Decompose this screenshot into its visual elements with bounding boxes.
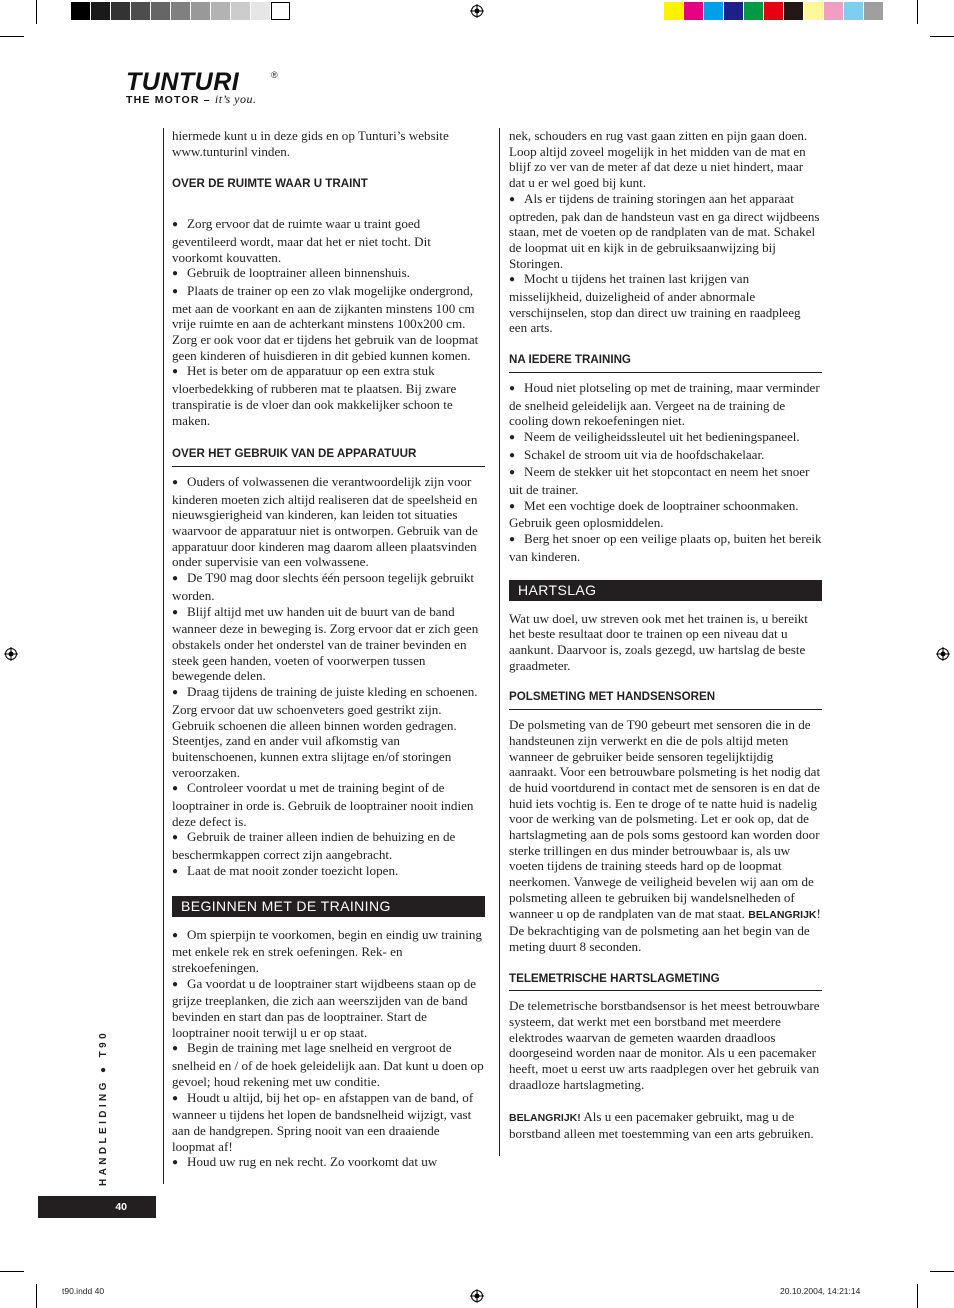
list-item: ● Mocht u tijdens het trainen last krijgen van misselijkheid, duizeligheid of ander abnormale verschijnselen, stop dan direct uw training en raadpleeg een arts. [509,271,822,336]
color-swatch [211,2,230,20]
bullet-list [172,216,485,428]
crop-mark [917,0,918,24]
brand-logo: TUNTURI [126,68,240,96]
color-swatch [704,2,723,20]
section-heading: OVER HET GEBRUIK VAN DE APPARATUUR [172,446,485,467]
important-label: BELANGRIJK! [509,1111,581,1124]
section-bar-heading: HARTSLAG [509,580,822,601]
brand-tagline [126,92,257,107]
page-number: 40 [38,1196,156,1218]
crop-mark [0,36,24,37]
list-item: ● Begin de training met lage snelheid en vergroot de snelheid en / of de hoek geleidelijk aan. Dat kunt u doen op gevoel; houd rekening met uw conditie. [172,1040,485,1089]
registration-mark-icon [470,1289,484,1303]
color-swatch [71,2,90,20]
side-label: HANDLEIDING ● T90 [98,1029,109,1186]
list-item: ● Gebruik de looptrainer alleen binnenshuis. [172,265,485,283]
list-item: ● Met een vochtige doek de looptrainer schoonmaken. Gebruik geen oplosmiddelen. [509,498,822,531]
color-swatch [171,2,190,20]
color-swatch [191,2,210,20]
crop-mark [930,36,954,37]
list-item: ● Berg het snoer op een veilige plaats op, buiten het bereik van kinderen. [509,531,822,564]
list-item: ● Ga voordat u de looptrainer start wijdbeens staan op de grijze treeplanken, die zich aan weerszijden van de band bevinden en start dan pas de looptrainer. Start de looptrainer nooit terwijl u er op staat. [172,976,485,1041]
footer-date: 20.10.2004, 14:21:14 [780,1286,861,1296]
list-item: ● Zorg ervoor dat de ruimte waar u traint goed geventileerd wordt, maar dat het er niet tocht. Dit voorkomt kouvatten. [172,216,485,265]
list-item: ● Laat de mat nooit zonder toezicht lopen. [172,863,485,881]
list-item: ● Plaats de trainer op een zo vlak mogelijke ondergrond, met aan de voorkant en aan de zijkanten minstens 100 cm vrije ruimte en aan de achterkant minstens 100x200 cm. Zorg er ook voor dat er tijdens het gebruik van de loopmat geen kinderen of huisdieren in dit gebied kunnen komen. [172,283,485,364]
paragraph: De telemetrische borstbandsensor is het meest betrouwbare systeem, dat werkt met een borstband met meerdere elektrodes waarvan de gemeten waarden draadloos doorgeseind worden naar de monitor. Als u een pacemaker heeft, moet u eerst uw arts raadplegen over het gebruik van draadloze hartslagmeting. [509,998,820,1092]
crop-mark [930,1271,954,1272]
paragraph-text: Als u een pacemaker gebruikt, mag u de borstband alleen met toestemming van een arts gebruiken. [509,1108,814,1142]
crop-mark [917,1284,918,1308]
section-heading: NA IEDERE TRAINING [509,352,822,373]
color-swatch [131,2,150,20]
crop-mark [0,1271,24,1272]
bullet-list [509,380,822,565]
left-column [172,128,485,1172]
intro-paragraph: hiermede kunt u in deze gids en op Tunturi’s website www.tunturinl vinden. [172,128,449,159]
color-swatch [664,2,683,20]
color-swatch [724,2,743,20]
right-column [509,128,822,1142]
list-item: ● Ouders of volwassenen die verantwoordelijk zijn voor kinderen moeten zich altijd realiseren dat de speelsheid en nieuwsgierigheid van kinderen, kan leiden tot situaties waarvoor de apparatuur niet is ontworpen. Gebruik van de apparatuur door kinderen mag daarom alleen plaatsvinden onder supervisie van een volwassene. [172,474,485,570]
list-item: ● Als er tijdens de training storingen aan het apparaat optreden, pak dan de handsteun vast en ga direct wijdbeens staan, met de voeten op de randplaten van de mat. Schakel de loopmat uit en kijk in de gebruiksaanwijzing bij Storingen. [509,191,822,272]
color-swatch [231,2,250,20]
list-item: ● Neem de stekker uit het stopcontact en neem het snoer uit de trainer. [509,464,822,497]
list-item: ● Gebruik de trainer alleen indien de behuizing en de beschermkappen correct zijn aangebracht. [172,829,485,862]
list-item: ● Blijf altijd met uw handen uit de buurt van de band wanneer deze in beweging is. Zorg ervoor dat er zich geen obstakels onder het onderstel van de trainer bevinden en steek geen handen, voeten of voorwerpen tussen bewegende delen. [172,604,485,685]
bullet-list [172,474,485,881]
list-item: ● Houdt u altijd, bij het op- en afstappen van de band, of wanneer u tijdens het lopen de bandsnelheid wijzigt, vast aan de handgrepen. Spring nooit van een draaiende loopmat af! [172,1090,485,1155]
crop-mark [36,0,37,24]
color-swatch [271,2,290,20]
list-item: ● Schakel de stroom uit via de hoofdschakelaar. [509,447,822,465]
color-swatch [684,2,703,20]
tagline-italic: it’s you. [214,92,257,106]
color-swatch [91,2,110,20]
crop-mark [36,1284,37,1308]
paragraph-text: ! De bekrachtiging van de polsmeting aan het begin van de meting duurt 8 seconden. [509,905,821,954]
list-item: ● Neem de veiligheidssleutel uit het bedieningspaneel. [509,429,822,447]
paragraph [509,717,822,955]
continued-paragraph: nek, schouders en rug vast gaan zitten en pijn gaan doen. Loop altijd zoveel mogelijk in het midden van de mat en blijf zo ver van de meter af dat deze u niet hindert, maar dat u er wel goed bij kunt. [509,128,808,191]
paragraph: Wat uw doel, uw streven ook met het trainen is, u bereikt het beste resultaat door te trainen op een niveau dat u aankunt. Daarvoor is, zoals gezegd, uw hartslag de beste graadmeter. [509,610,808,673]
list-item: ● Houd niet plotseling op met de training, maar verminder de snelheid geleidelijk aan. Vergeet na de training de cooling down rekoefeningen niet. [509,380,822,429]
color-swatch [764,2,783,20]
color-swatch [251,2,270,20]
color-swatch [804,2,823,20]
list-item: ● Om spierpijn te voorkomen, begin en eindig uw training met enkele rek en strek oefeningen. Rek- en strekoefeningen. [172,927,485,976]
color-swatch [744,2,763,20]
list-item: ● Het is beter om de apparatuur op een extra stuk vloerbedekking of rubberen mat te plaatsen. Bij zware transpiratie is de vloer dan ook makkelijker schoon te maken. [172,363,485,428]
registered-mark: ® [271,70,278,80]
left-column-rule [163,128,164,1184]
paragraph [509,1109,822,1142]
registration-mark-icon [4,647,18,661]
paragraph-text: De polsmeting van de T90 gebeurt met sensoren die in de handsteunen zijn verwerkt en die de pols altijd meten wanneer de gebruiker beide sensoren tegelijktijdig aanraakt. Voor een betrouwbare polsmeting is het nodig dat de huid voortdurend in contact met de sensoren is en dat de huid iets vochtig is. Een te droge of te natte huid is nadelig voor de werking van de polsmeting. Let er ook op, dat de hartslagmeting aan de pols soms gestoord kan worden door sterke trillingen en dus minder betrouwbaar is, als uw voeten tijdens de training steeds hard op de loopmat neerkomen. Vanwege de veiligheid bevelen wij aan om de polsmeting alleen te gebruiken bij wandelsnelheden of wanneer u op de randplaten van de mat staat. [509,717,821,921]
color-swatch [824,2,843,20]
list-item: ● De T90 mag door slechts één persoon tegelijk gebruikt worden. [172,570,485,603]
section-bar-heading: BEGINNEN MET DE TRAINING [172,896,485,917]
bullet-list [172,927,485,1173]
section-heading: TELEMETRISCHE HARTSLAGMETING [509,971,822,992]
list-item: ● Draag tijdens de training de juiste kleding en schoenen. Zorg ervoor dat uw schoenveters goed gestrikt zijn. Gebruik schoenen die alleen binnen worden gedragen. Steentjes, zand en ander vuil afkomstig van buitenschoenen, kunnen extra slijtage en/of storingen veroorzaken. [172,684,485,780]
section-heading: POLSMETING MET HANDSENSOREN [509,689,822,710]
color-swatch [784,2,803,20]
footer-file: t90.indd 40 [62,1286,105,1296]
color-swatch [864,2,883,20]
tagline-main: THE MOTOR – [126,94,215,106]
color-swatch [844,2,863,20]
color-swatch [111,2,130,20]
list-item: ● Controleer voordat u met de training begint of de looptrainer in orde is. Gebruik de looptrainer nooit indien deze defect is. [172,780,485,829]
registration-mark-icon [936,647,950,661]
registration-mark-icon [470,4,484,18]
bullet-list [509,191,822,336]
middle-column-rule [499,128,500,1156]
list-item: ● Houd uw rug en nek recht. Zo voorkomt dat uw [172,1154,485,1172]
section-heading: OVER DE RUIMTE WAAR U TRAINT [172,177,368,191]
important-label: BELANGRIJK [748,908,817,921]
color-swatch [151,2,170,20]
